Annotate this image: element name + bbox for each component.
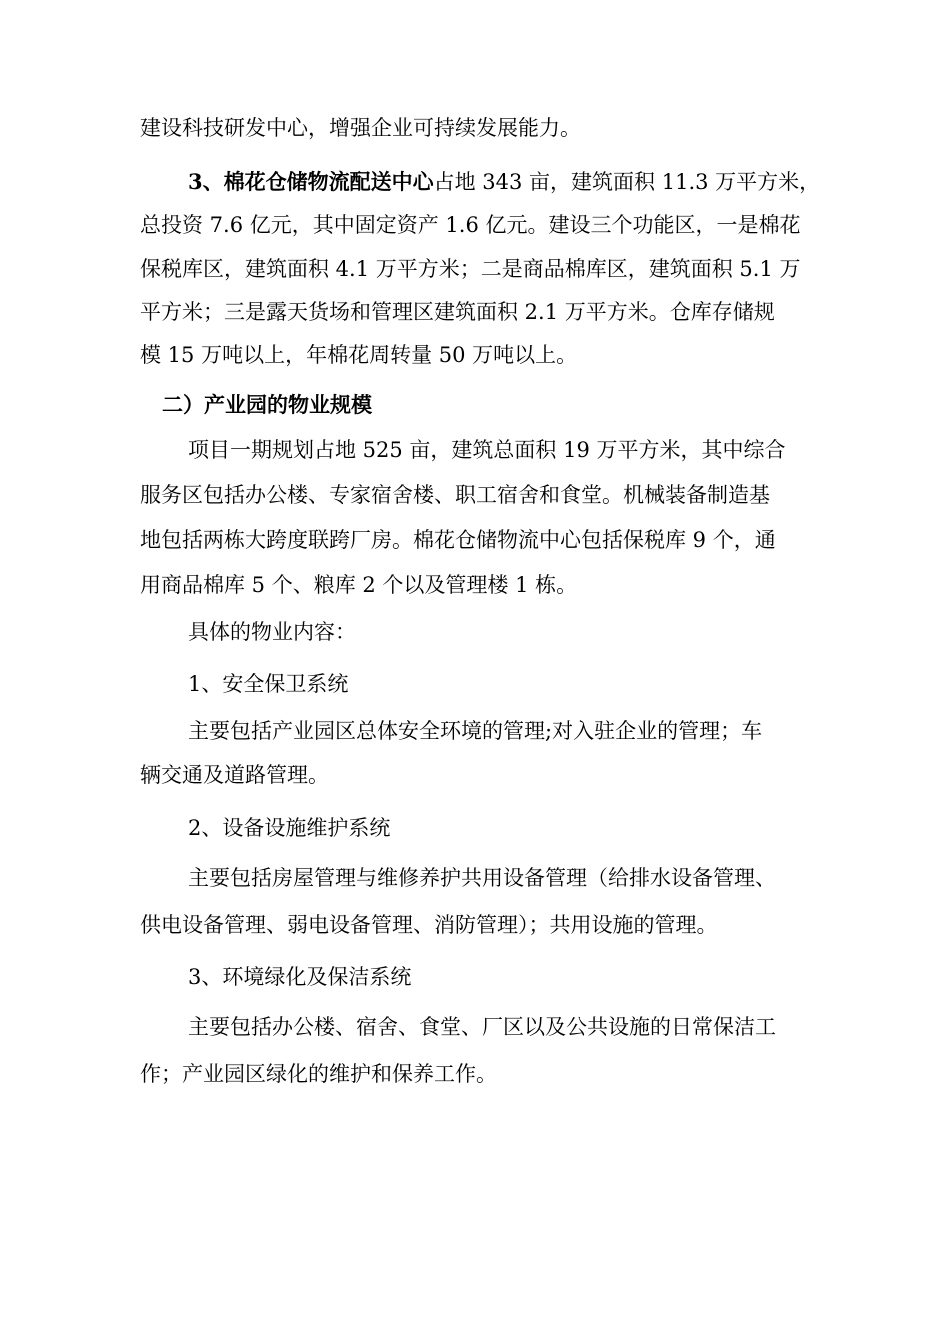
paragraph-line: 模 15 万吨以上，年棉花周转量 50 万吨以上。: [140, 343, 578, 367]
paragraph-line: 项目一期规划占地 525 亩，建筑总面积 19 万平方米，其中综合: [188, 438, 786, 462]
paragraph-line: 作；产业园区绿化的维护和保养工作。: [140, 1062, 497, 1086]
paragraph-line: 辆交通及道路管理。: [140, 763, 329, 787]
paragraph-line: 总投资 7.6 亿元，其中固定资产 1.6 亿元。建设三个功能区，一是棉花: [140, 213, 801, 237]
paragraph-line: 平方米；三是露天货场和管理区建筑面积 2.1 万平方米。仓库存储规: [140, 300, 775, 324]
list-item-title: 2、设备设施维护系统: [188, 816, 391, 840]
list-item-title: 3、环境绿化及保洁系统: [188, 965, 412, 989]
paragraph-line: 保税库区，建筑面积 4.1 万平方米；二是商品棉库区，建筑面积 5.1 万: [140, 257, 801, 281]
paragraph-line: 主要包括产业园区总体安全环境的管理;对入驻企业的管理；车: [188, 719, 763, 743]
paragraph-line: 供电设备管理、弱电设备管理、消防管理）；共用设施的管理。: [140, 913, 718, 937]
paragraph-line: 服务区包括办公楼、专家宿舍楼、职工宿舍和食堂。机械装备制造基: [140, 483, 770, 507]
paragraph-text: 占地 343 亩，建筑面积 11.3 万平方米，: [433, 170, 821, 194]
paragraph-line: 地包括两栋大跨度联跨厂房。棉花仓储物流中心包括保税库 9 个，通: [140, 528, 776, 552]
paragraph-line: [188, 167, 820, 197]
paragraph-line: 建设科技研发中心，增强企业可持续发展能力。: [140, 116, 581, 140]
paragraph-line: 具体的物业内容：: [188, 620, 356, 644]
section-heading: 二）产业园的物业规模: [162, 392, 372, 417]
paragraph-line: 主要包括办公楼、宿舍、食堂、厂区以及公共设施的日常保洁工: [188, 1015, 776, 1039]
paragraph-line: 主要包括房屋管理与维修养护共用设备管理（给排水设备管理、: [188, 866, 776, 890]
item-heading-bold: 3、棉花仓储物流配送中心: [188, 169, 434, 194]
paragraph-line: 用商品棉库 5 个、粮库 2 个以及管理楼 1 栋。: [140, 573, 578, 597]
list-item-title: 1、安全保卫系统: [188, 672, 349, 696]
